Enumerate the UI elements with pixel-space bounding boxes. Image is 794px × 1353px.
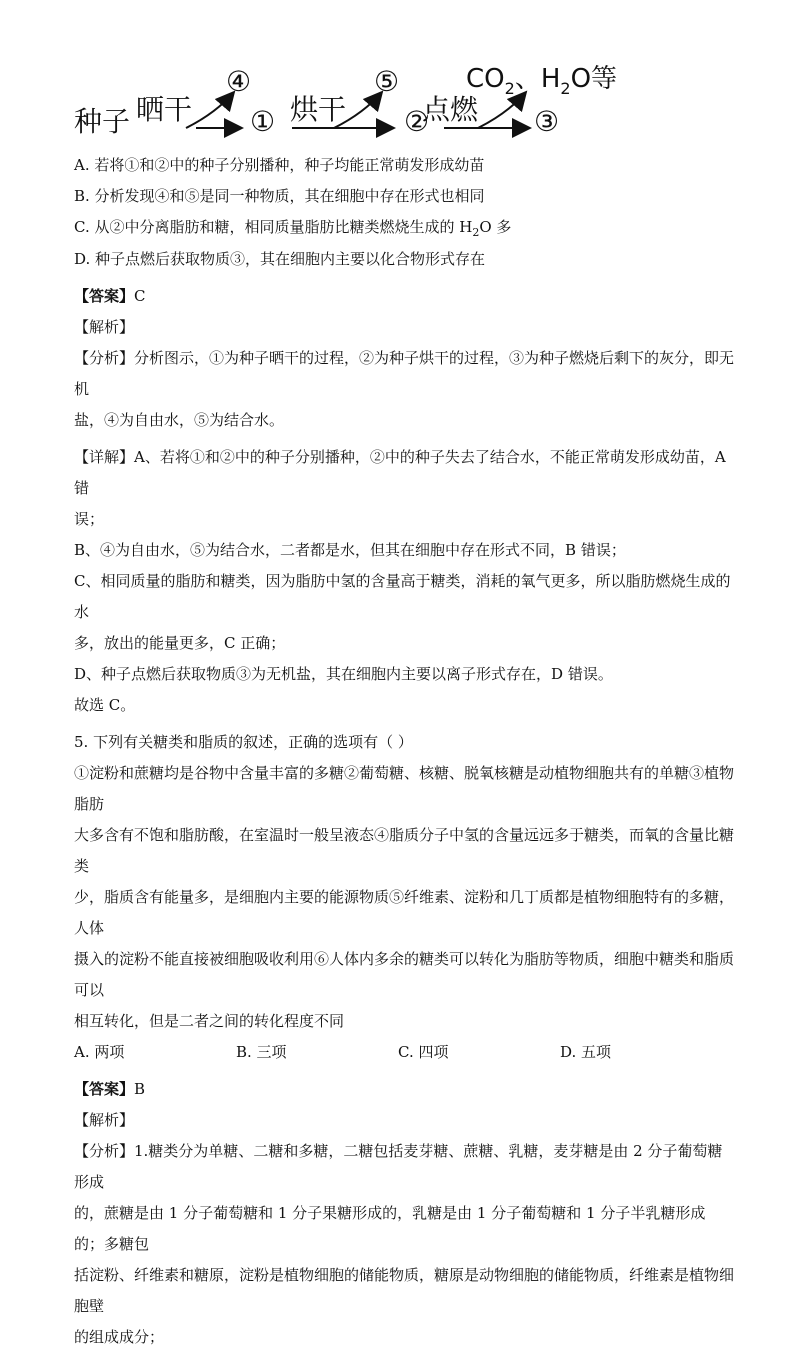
question-content xyxy=(74,150,734,1353)
q4-analysis-label: 【解析】 xyxy=(74,318,135,336)
q4-detail-line-6: D、种子点燃后获取物质③为无机盐，其在细胞内主要以离子形式存在，D 错误。 xyxy=(74,665,613,683)
q4-detail-line-7: 故选 C。 xyxy=(74,696,136,714)
q4-detail-line-5: 多，放出的能量更多，C 正确； xyxy=(74,634,286,652)
h2o-subscript: 2 xyxy=(560,79,571,98)
q4-answer-label: 【答案】 xyxy=(74,287,135,305)
q4-option-c-h2o-o: O 多 xyxy=(479,218,512,236)
q5-analysis-label: 【解析】 xyxy=(74,1111,135,1129)
q4-analysis-line-1: 【分析】分析图示，①为种子晒干的过程，②为种子烘干的过程，③为种子燃烧后剩下的灰分，即无机 xyxy=(74,349,735,398)
co2-c-o: CO xyxy=(466,64,505,94)
q5-choices xyxy=(74,1037,734,1068)
q4-analysis-line-2: 盐，④为自由水，⑤为结合水。 xyxy=(74,411,285,429)
node-5: ⑤ xyxy=(374,65,400,98)
q4-detail-line-4: C、相同质量的脂肪和糖类，因为脂肪中氢的含量高于糖类，消耗的氧气更多，所以脂肪燃烧生成的水 xyxy=(74,572,731,621)
seed-processing-diagram xyxy=(74,62,634,150)
sun-dry-label: 晒干 xyxy=(136,93,193,126)
seed-label: 种子 xyxy=(74,105,131,138)
q5-choice-c: C. 四项 xyxy=(398,1043,449,1061)
q4-option-a: A. 若将①和②中的种子分别播种，种子均能正常萌发形成幼苗 xyxy=(74,156,485,174)
q5-analysis-line-1: 【分析】1.糖类分为单糖、二糖和多糖，二糖包括麦芽糖、蔗糖、乳糖，麦芽糖是由 2 分子葡萄糖形成 xyxy=(74,1142,723,1191)
q4-option-c-text: C. 从②中分离脂肪和糖，相同质量脂肪比糖类燃烧生成的 xyxy=(74,218,455,236)
q5-stem: 5. 下列有关糖类和脂质的叙述，正确的选项有（ ） xyxy=(74,733,413,751)
q4-answer xyxy=(74,281,734,312)
q5-choice-d: D. 五项 xyxy=(560,1043,612,1061)
q4-detail-line-2: 误； xyxy=(74,510,105,528)
products-separator: 、 xyxy=(514,64,541,94)
q5-answer-value: B xyxy=(134,1080,146,1098)
products-label xyxy=(466,64,618,98)
q4-option-c xyxy=(74,212,734,244)
node-4: ④ xyxy=(226,65,252,98)
q5-choice-a: A. 两项 xyxy=(74,1043,125,1061)
h2o-o-and-more: O等 xyxy=(570,64,618,94)
q4-detail-line-1: 【详解】A、若将①和②中的种子分别播种，②中的种子失去了结合水，不能正常萌发形成幼苗，A 错 xyxy=(74,448,726,497)
h2o-h: H xyxy=(540,64,561,94)
co2-subscript: 2 xyxy=(504,79,515,98)
q4-option-c-h2o-h: H xyxy=(459,218,473,236)
q5-answer-label: 【答案】 xyxy=(74,1080,135,1098)
node-3: ③ xyxy=(534,105,560,138)
q4-option-d: D. 种子点燃后获取物质③，其在细胞内主要以化合物形式存在 xyxy=(74,250,486,268)
ignite-label: 点燃 xyxy=(422,93,479,126)
q4-detail-line-3: B、④为自由水，⑤为结合水，二者都是水，但其在细胞中存在形式不同，B 错误； xyxy=(74,541,626,559)
node-1: ① xyxy=(250,105,276,138)
q5-analysis-line-4: 的组成成分； xyxy=(74,1328,165,1346)
bake-label: 烘干 xyxy=(290,93,347,126)
q5-choice-b: B. 三项 xyxy=(236,1043,287,1061)
q4-option-c-h2o-sub: 2 xyxy=(472,226,480,239)
q5-stem-line-4: 摄入的淀粉不能直接被细胞吸收利用⑥人体内多余的糖类可以转化为脂肪等物质，细胞中糖类和脂质可以 xyxy=(74,950,735,999)
q5-answer xyxy=(74,1074,734,1105)
node-2: ② xyxy=(404,105,430,138)
q4-option-b: B. 分析发现④和⑤是同一种物质，其在细胞中存在形式也相同 xyxy=(74,187,485,205)
q5-stem-line-1: ①淀粉和蔗糖均是谷物中含量丰富的多糖②葡萄糖、核糖、脱氧核糖是动植物细胞共有的单糖③植物脂肪 xyxy=(74,764,735,813)
q5-stem-line-5: 相互转化，但是二者之间的转化程度不同 xyxy=(74,1012,345,1030)
q5-stem-line-2: 大多含有不饱和脂肪酸，在室温时一般呈液态④脂质分子中氢的含量远远多于糖类，而氧的含量比糖类 xyxy=(74,826,735,875)
q5-stem-line-3: 少，脂质含有能量多，是细胞内主要的能源物质⑤纤维素、淀粉和几丁质都是植物细胞特有的多糖，人体 xyxy=(74,888,735,937)
q5-analysis-line-2: 的，蔗糖是由 1 分子葡萄糖和 1 分子果糖形成的，乳糖是由 1 分子葡萄糖和 1 分子半乳糖形成的；多糖包 xyxy=(74,1204,706,1253)
q4-answer-value: C xyxy=(134,287,146,305)
q5-analysis-line-3: 括淀粉、纤维素和糖原，淀粉是植物细胞的储能物质，糖原是动物细胞的储能物质，纤维素是植物细胞壁 xyxy=(74,1266,735,1315)
